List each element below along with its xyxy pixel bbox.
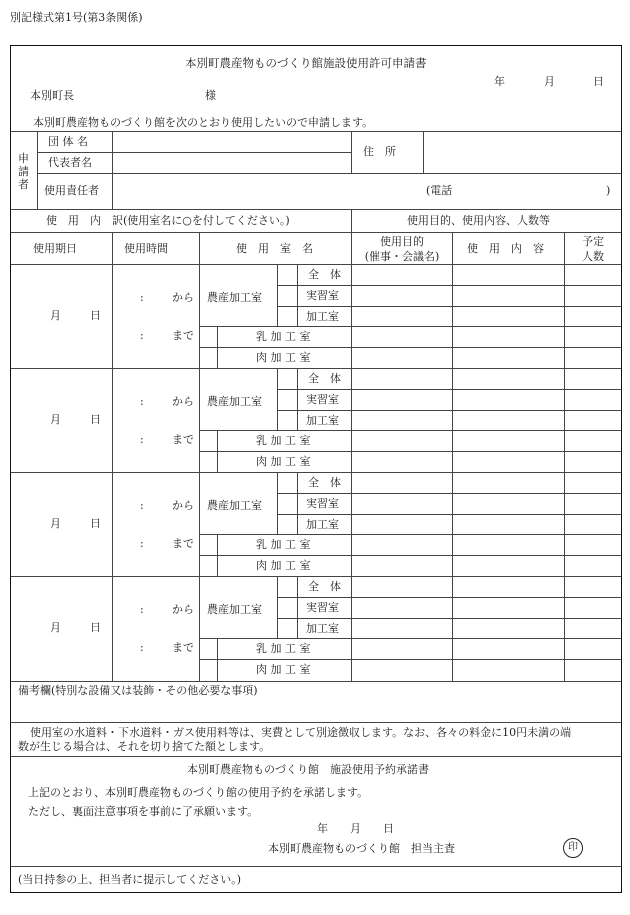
room-all: 全 体	[308, 372, 341, 385]
intro-text: 本別町農産物ものづくり館を次のとおり使用したいので申請します。	[33, 116, 374, 129]
month-label: 月	[50, 517, 61, 530]
time-until-label: まで	[172, 329, 194, 342]
person-in-charge-field[interactable]	[120, 184, 410, 198]
footer-note: (当日持参の上、担当者に提示してください。)	[18, 873, 242, 886]
time-from-colon: :	[140, 603, 144, 616]
room-meat: 肉 加 工 室	[256, 559, 311, 572]
phone-label: (電話	[426, 184, 453, 197]
approval-signer: 本別町農産物ものづくり館 担当主査	[268, 842, 455, 855]
time-until-colon: :	[140, 537, 144, 550]
month-label: 月	[50, 309, 61, 322]
room-processing: 加工室	[306, 622, 339, 635]
col-count-2: 人数	[582, 250, 604, 263]
time-until-colon: :	[140, 329, 144, 342]
room-all: 全 体	[308, 580, 341, 593]
addressee-name: 本別町長	[30, 89, 74, 102]
group-name-label: 団 体 名	[48, 135, 88, 148]
group-name-field[interactable]	[130, 138, 340, 150]
day-label: 日	[90, 517, 101, 530]
col-time: 使用時間	[124, 242, 168, 255]
representative-field[interactable]	[130, 159, 340, 171]
room-processing: 加工室	[306, 414, 339, 427]
room-dairy: 乳 加 工 室	[256, 642, 311, 655]
date-year: 年	[494, 75, 505, 88]
room-all: 全 体	[308, 476, 341, 489]
day-label: 日	[90, 309, 101, 322]
remarks-label: 備考欄(特別な設備又は装飾・その他必要な事項)	[18, 684, 258, 697]
day-label: 日	[90, 413, 101, 426]
representative-label: 代表者名	[48, 156, 92, 169]
approval-line-1: 上記のとおり、本別町農産物ものづくり館の使用予約を承諾します。	[28, 786, 369, 799]
time-until-label: まで	[172, 537, 194, 550]
usage-header-right: 使用目的、使用内容、人数等	[407, 214, 550, 227]
form-number: 別記様式第1号(第3条関係)	[10, 11, 143, 24]
time-from-colon: :	[140, 499, 144, 512]
col-purpose-2: (催事・会議名)	[364, 250, 440, 263]
room-processing: 加工室	[306, 518, 339, 531]
room-meat: 肉 加 工 室	[256, 663, 311, 676]
col-purpose-1: 使用目的	[380, 235, 424, 248]
processing-room-label: 農産加工室	[207, 291, 262, 304]
usage-header-left: 使 用 内 訳(使用室名に○を付してください。)	[46, 214, 290, 227]
approval-title: 本別町農産物ものづくり館 施設使用予約承諾書	[187, 763, 429, 776]
processing-room-label: 農産加工室	[207, 603, 262, 616]
phone-close: )	[606, 184, 611, 197]
time-until-label: まで	[172, 433, 194, 446]
col-count-1: 予定	[582, 235, 604, 248]
room-dairy: 乳 加 工 室	[256, 434, 311, 447]
month-label: 月	[50, 413, 61, 426]
room-dairy: 乳 加 工 室	[256, 538, 311, 551]
addressee-honorific: 様	[205, 89, 216, 102]
room-dairy: 乳 加 工 室	[256, 330, 311, 343]
col-room: 使 用 室 名	[236, 242, 313, 255]
approval-line-2: ただし、裏面注意事項を事前に了承願います。	[28, 805, 259, 818]
address-field[interactable]	[430, 146, 610, 160]
approval-date: 年 月 日	[317, 822, 394, 835]
remarks-field[interactable]	[20, 700, 610, 718]
time-from-colon: :	[140, 395, 144, 408]
time-until-colon: :	[140, 433, 144, 446]
col-period: 使用期日	[33, 242, 77, 255]
room-practice: 実習室	[306, 497, 339, 510]
time-from-label: から	[172, 395, 194, 408]
month-label: 月	[50, 621, 61, 634]
seal-stamp: 印	[563, 838, 583, 858]
room-meat: 肉 加 工 室	[256, 455, 311, 468]
processing-room-label: 農産加工室	[207, 499, 262, 512]
room-practice: 実習室	[306, 289, 339, 302]
room-meat: 肉 加 工 室	[256, 351, 311, 364]
day-label: 日	[90, 621, 101, 634]
col-content: 使 用 内 容	[467, 242, 544, 255]
date-day: 日	[593, 75, 604, 88]
time-from-label: から	[172, 499, 194, 512]
room-all: 全 体	[308, 268, 341, 281]
date-month: 月	[544, 75, 555, 88]
note-line-2: 数が生じる場合は、それを切り捨てた額とします。	[18, 740, 271, 753]
form-title: 本別町農産物ものづくり館施設使用許可申請書	[185, 56, 427, 70]
applicant-label: 申請者	[18, 152, 29, 191]
room-processing: 加工室	[306, 310, 339, 323]
time-until-label: まで	[172, 641, 194, 654]
time-from-label: から	[172, 291, 194, 304]
room-practice: 実習室	[306, 393, 339, 406]
time-until-colon: :	[140, 641, 144, 654]
processing-room-label: 農産加工室	[207, 395, 262, 408]
time-from-colon: :	[140, 291, 144, 304]
note-line-1: 使用室の水道料・下水道料・ガス使用料等は、実費として別途徴収します。なお、各々の料金に10円未満の端	[30, 726, 572, 739]
time-from-label: から	[172, 603, 194, 616]
address-label: 住 所	[363, 145, 396, 158]
room-practice: 実習室	[306, 601, 339, 614]
person-in-charge-label: 使用責任者	[44, 184, 99, 197]
